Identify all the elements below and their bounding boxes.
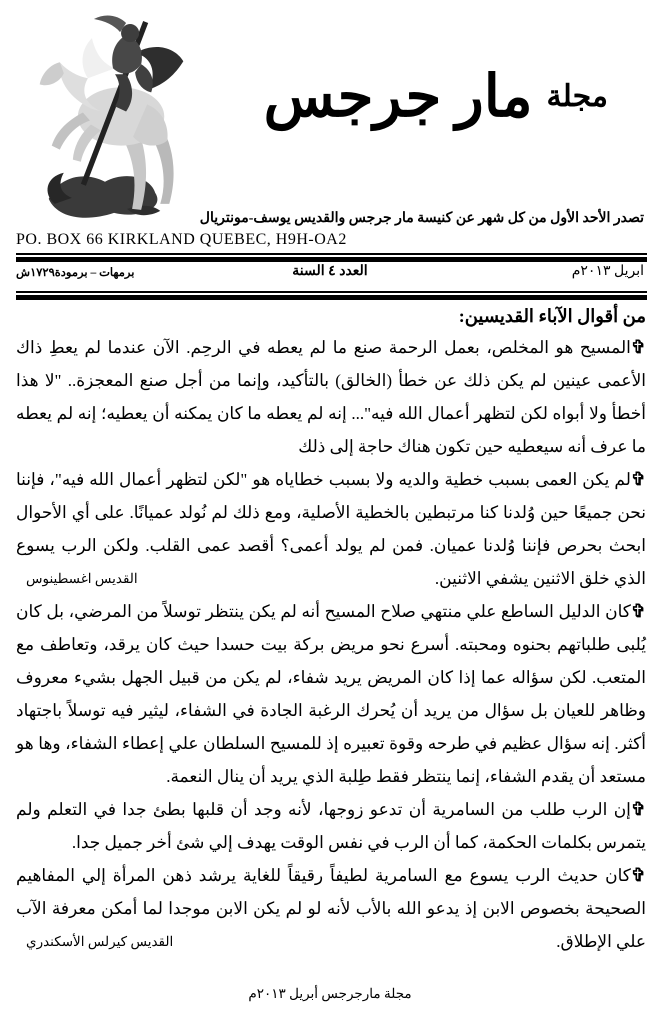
divider-rule-top <box>16 253 647 262</box>
gregorian-date: ابريل ٢٠١٣م <box>571 264 644 279</box>
cross-icon: ✞ <box>630 865 646 885</box>
issue-band <box>16 263 644 280</box>
cross-icon: ✞ <box>630 601 646 621</box>
divider-rule-bottom <box>16 291 647 300</box>
masthead <box>0 0 660 302</box>
section-heading: من أقوال الآباء القديسين: <box>458 306 646 326</box>
attribution-cyril: القديس كيرلس الأسكندري <box>26 934 174 949</box>
cross-icon: ✞ <box>630 337 646 357</box>
paragraph-4 <box>16 793 646 859</box>
cross-icon: ✞ <box>630 469 646 489</box>
paragraph-4-text: إن الرب طلب من السامرية أن تدعو زوجها، لأنه وجد أن قلبها بطئ جدا في التعلم ولم يتمرس بكلمات الحكمة، كما أن الرب في نفس الوقت يهدف إلي شئ أخر جميل جدا. <box>16 800 646 852</box>
coptic-date: برمهات – برمودة١٧٢٩ش <box>16 266 135 279</box>
paragraph-1 <box>16 331 646 463</box>
po-box-address: PO. BOX 66 KIRKLAND QUEBEC, H9H-OA2 <box>16 231 347 248</box>
attribution-augustine: القديس اغسطينوس <box>26 571 138 586</box>
magazine-title-word: مجلة <box>546 79 608 113</box>
article-body <box>0 302 660 958</box>
paragraph-1-text: المسيح هو المخلص، بعمل الرحمة صنع ما لم يعطه في الرحِم. الآن عندما لم يعطِ ذاك الأعمى عينين لم يكن ذلك عن خطأ (الخالق) بالتأكيد، وإنما من أجل صنع المعجزة.. "لا هذا أخطأ ولا أبواه لكن لتظهر أعمال الله فيه"... إنه لم يعطه ما كان يمكنه أن يعطيه؛ إنه لم يعطه ما عرف أنه سيعطيه حين تكون هناك حاجة إلى ذلك <box>16 338 646 456</box>
paragraph-2-text: لم يكن العمى بسبب خطية والديه ولا بسبب خطاياه هو "لكن لتظهر أعمال الله فيه"، فإننا نحن جميعًا حين وُلدنا كنا مرتبطين بالخطية الأصلية، ومع ذلك لم نُولد عميانًا. على أي الأحوال ابحث بحرص فإننا وُلدنا عميان. فمن لم يولد أعمى؟ أقصد عمى القلب. ولكن الرب يسوع الذي خلق الاثنين يشفي الاثنين. <box>16 470 646 588</box>
st-george-image <box>28 12 190 228</box>
publication-subtitle: تصدر الأحد الأول من كل شهر عن كنيسة مار جرجس والقديس يوسف-مونتريال <box>199 211 644 226</box>
cross-icon: ✞ <box>630 799 646 819</box>
page-footer: مجلة مارجرجس أبريل ٢٠١٣م <box>248 986 412 1001</box>
paragraph-5-text: كان حديث الرب يسوع مع السامرية لطيفاً رقيقاً للغاية يرشد ذهن المرأة إلي المفاهيم الصحيحة بخصوص الابن إذ يدعو الله بالأب لأنه لو لم يكن الابن موجدا لما أمكن معرفة الآب علي الإطلاق. <box>16 866 646 951</box>
issue-number: العدد ٤ السنة <box>292 264 368 279</box>
magazine-title-name: مار جرجس <box>263 64 533 129</box>
paragraph-3 <box>16 595 646 793</box>
paragraph-3-text: كان الدليل الساطع علي منتهي صلاح المسيح أنه لم يكن ينتظر توسلاً من المرضي، بل كان يُلبى طلباتهم بحنوه ومحبته. أسرع نحو مريض بركة بيت حسدا حيث كان يرقد، وتعاطف مع المتعب. لكن سؤاله عما إذا كان المريض يريد شفاء، لم يكن من قبيل الجهل بشيء معروف وظاهر للعيان بل سؤال من يريد أن يُحرك الرغبة الجادة في الشفاء، ليثير فيه توسلاً باجتهاد أكثر. إنه سؤال عظيم في طرحه وقوة تعبيره إذ للمسيح السلطان علي إعطاء الشفاء، وها هو مستعد أن يقدم الشفاء، إنما ينتظر فقط طِلبة الذي يريد أن ينال النعمة. <box>16 602 646 786</box>
magazine-title <box>264 62 608 130</box>
